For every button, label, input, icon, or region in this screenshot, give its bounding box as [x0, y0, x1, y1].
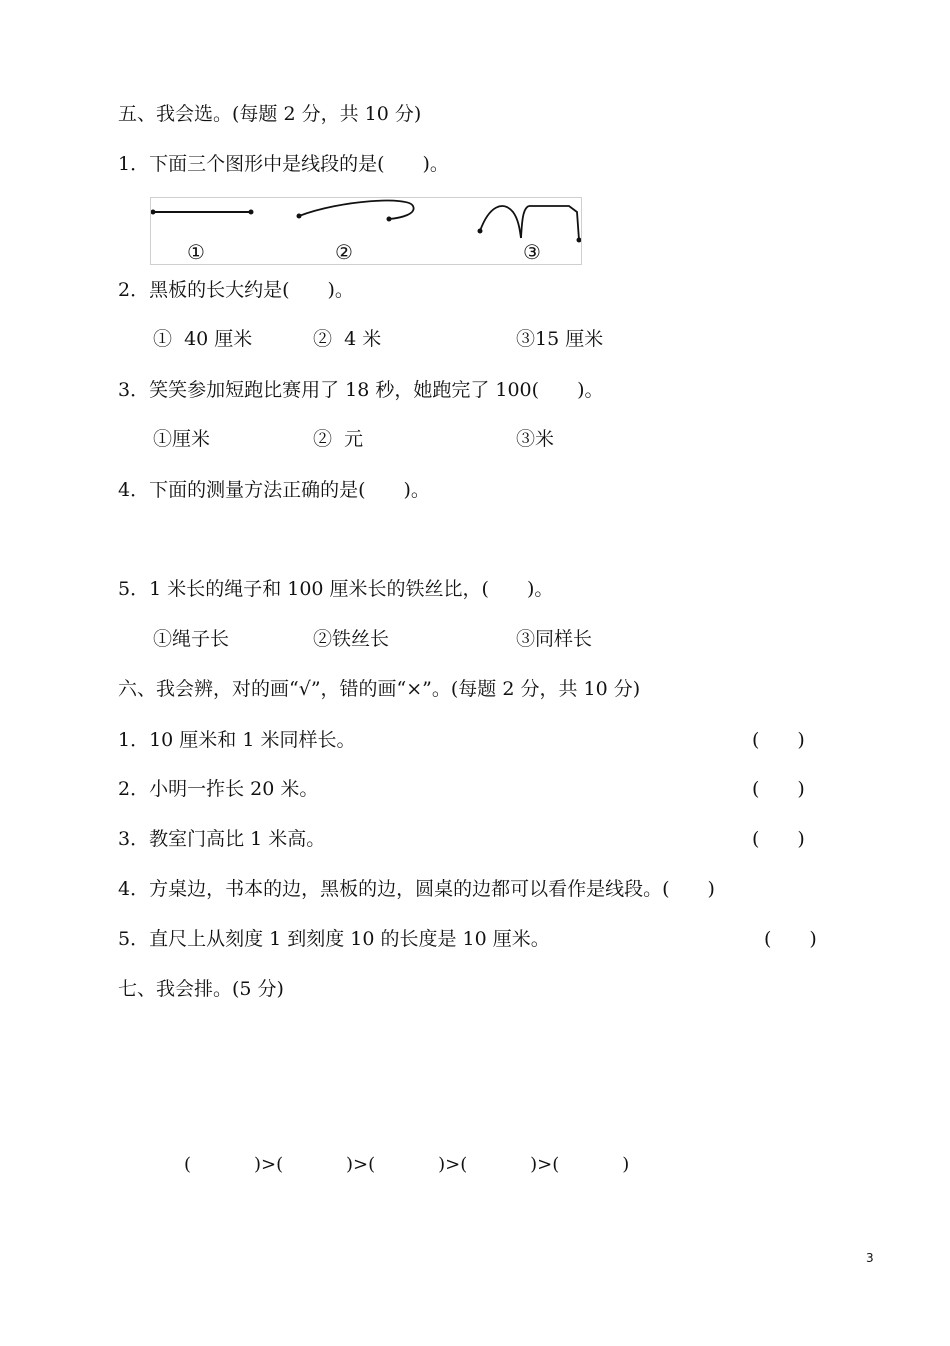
q1-shapes-figure — [151, 198, 581, 264]
judge-item-4: 4．方桌边，书本的边，黑板的边，圆桌的边都可以看作是线段。( ) — [118, 878, 715, 900]
q2-option-2: ② 4 米 — [313, 328, 382, 350]
page-number: 3 — [866, 1251, 874, 1265]
figure-label-2: ② — [335, 240, 353, 264]
q5-option-2: ②铁丝长 — [313, 628, 390, 650]
q3-option-1: ①厘米 — [153, 428, 211, 450]
q1-figure-box — [150, 197, 582, 265]
judge-item-5: 5．直尺上从刻度 1 到刻度 10 的长度是 10 厘米。 — [118, 928, 550, 950]
figure-3-arc-left — [480, 206, 521, 238]
figure-3-arc-mid — [521, 206, 529, 238]
section5-title: 五、我会选。(每题 2 分，共 10 分) — [118, 103, 422, 125]
question-3: 3．笑笑参加短跑比赛用了 18 秒，她跑完了 100( )。 — [118, 379, 604, 401]
figure-label-3: ③ — [523, 240, 541, 264]
figure-2-endpoint — [297, 214, 302, 219]
judge-item-2: 2．小明一拃长 20 米。 — [118, 778, 319, 800]
figure-1-endpoint-left — [151, 210, 156, 215]
judge-answer-blank-2[interactable]: ( ) — [752, 778, 805, 800]
q2-option-1: ① 40 厘米 — [153, 328, 253, 350]
q3-option-2: ② 元 — [313, 428, 364, 450]
q3-option-3: ③米 — [516, 428, 555, 450]
figure-2-curve — [299, 201, 414, 219]
judge-answer-blank-1[interactable]: ( ) — [752, 729, 805, 751]
question-4: 4．下面的测量方法正确的是( )。 — [118, 479, 430, 501]
question-2: 2．黑板的长大约是( )。 — [118, 279, 354, 301]
q2-option-3: ③15 厘米 — [516, 328, 604, 350]
question-5: 5．1 米长的绳子和 100 厘米长的铁丝比，( )。 — [118, 578, 554, 600]
figure-3-polyline — [529, 206, 579, 240]
figure-3-endpoint-right — [577, 238, 582, 243]
figure-3-endpoint-left — [478, 229, 483, 234]
section6-title: 六、我会辨，对的画“√”，错的画“×”。(每题 2 分，共 10 分) — [118, 678, 641, 700]
judge-item-1: 1．10 厘米和 1 米同样长。 — [118, 729, 356, 751]
judge-answer-blank-3[interactable]: ( ) — [752, 828, 805, 850]
figure-label-1: ① — [187, 240, 205, 264]
q5-option-1: ①绳子长 — [153, 628, 230, 650]
q5-option-3: ③同样长 — [516, 628, 593, 650]
figure-2-endpoint-end — [387, 217, 392, 222]
judge-item-3: 3．教室门高比 1 米高。 — [118, 828, 326, 850]
rank-answer-row[interactable]: ( )>( )>( )>( )>( ) — [184, 1154, 630, 1175]
judge-answer-blank-5[interactable]: ( ) — [764, 928, 817, 950]
figure-1-endpoint-right — [249, 210, 254, 215]
section7-title: 七、我会排。(5 分) — [118, 978, 284, 1000]
question-1: 1．下面三个图形中是线段的是( )。 — [118, 153, 449, 175]
